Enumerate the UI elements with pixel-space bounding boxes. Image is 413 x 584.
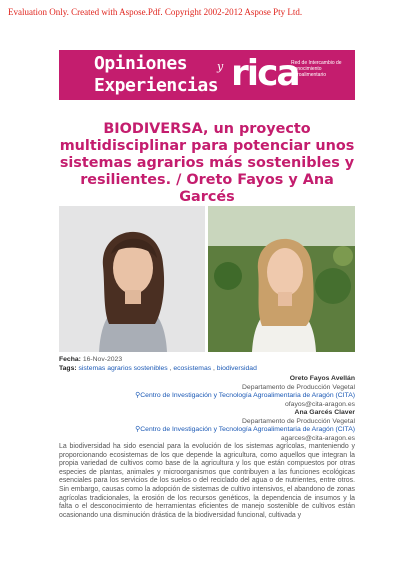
author-block-2 [59, 409, 355, 443]
tag-separator: , [167, 365, 174, 372]
article-title: BIODIVERSA, un proyecto multidisciplinar para potenciar unos sistemas agrarios más sostenibles y resilientes. / Oreto Fayos y Ana Garcés [59, 121, 355, 205]
author-email[interactable]: agarces@cita-aragon.es [280, 434, 355, 442]
photo-ana-garces [208, 206, 355, 352]
banner-line-2: Experiencias [94, 75, 219, 96]
author-department: Departamento de Producción Vegetal [242, 383, 355, 391]
tag-link[interactable]: biodiversidad [216, 365, 257, 372]
banner-conjunction: y [217, 60, 224, 73]
tag-link[interactable]: sistemas agrarios sostenibles [78, 365, 168, 372]
author-organization-link[interactable]: Centro de Investigación y Tecnología Agroalimentaria de Aragón (CITA) [140, 392, 355, 399]
photo-oreto-fayos [59, 206, 205, 352]
article-body: La biodiversidad ha sido esencial para la evolución de los sistemas agrícolas, manteniendo y proporcionando ecosistemas de los que depende la agricultura, como aquellos que integran la propia variedad de cultivos como base de la agricultura y los que están compuestos por otras especies de plantas, animales y microorganismos que contribuyen a las funciones ecológicas esenciales para los servicios de los suelos o del reciclado del agua o de nutrientes, entre otros. Sin embargo, causas como la adopción de sistemas de cultivo intensivos, el abandono de zonas agrícolas tradicionales, la erosión de los recursos genéticos, la dependencia de insumos y la falta o el desconocimiento de herramientas eficientes de manejo sostenible de cultivos están ocasionando una disminución drástica de la biodiversidad funcional, cultivada y [59, 443, 355, 519]
author-organization-link[interactable]: Centro de Investigación y Tecnología Agroalimentaria de Aragón (CITA) [140, 426, 355, 433]
tag-separator: , [211, 365, 217, 372]
date-value: 16-Nov-2023 [82, 356, 123, 363]
header-banner [59, 50, 355, 100]
rica-logo: rica [231, 53, 299, 94]
author-email[interactable]: ofayos@cita-aragon.es [285, 400, 355, 408]
tags-label: Tags: [59, 365, 77, 372]
banner-line-1: Opiniones [94, 53, 188, 74]
date-label: Fecha: [59, 356, 81, 363]
article-date [59, 356, 122, 364]
tag-link[interactable]: ecosistemas [173, 365, 212, 372]
network-name: Red de Intercambio de Conocimiento Agroalimentario [291, 60, 342, 78]
author-name: Ana Garcés Claver [294, 409, 355, 416]
location-pin-icon: ⚲ [135, 426, 141, 433]
location-pin-icon: ⚲ [135, 392, 141, 399]
author-block-1 [59, 375, 355, 409]
author-name: Oreto Fayos Avellán [289, 375, 355, 382]
evaluation-watermark: Evaluation Only. Created with Aspose.Pdf. Copyright 2002-2012 Aspose Pty Ltd. [8, 7, 303, 17]
article-tags [59, 365, 257, 373]
author-department: Departamento de Producción Vegetal [242, 417, 355, 425]
